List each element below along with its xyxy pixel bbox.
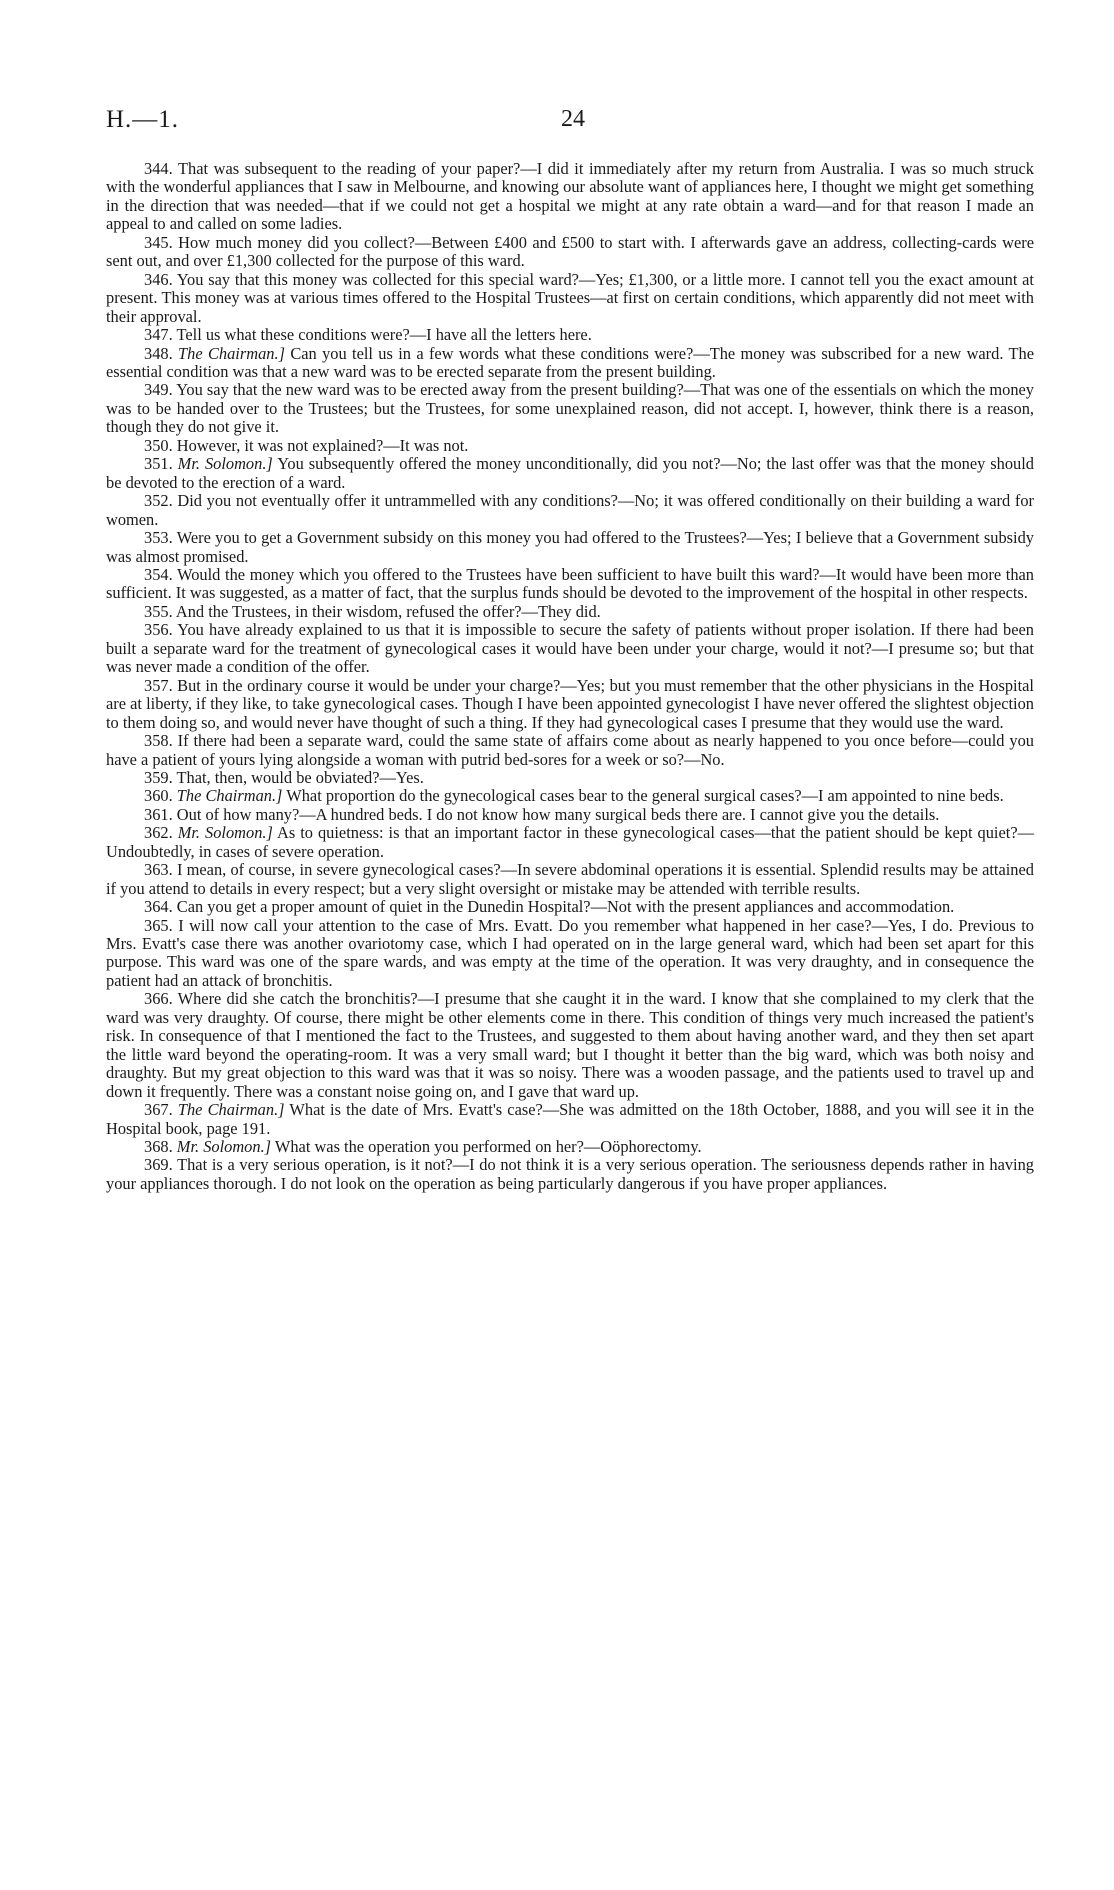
paragraph-text: I mean, of course, in severe gynecological cases?—In severe abdominal operations it is essential. Splendid results may be attained if you attend to details in every respect; but a very slight oversight or mistake may be attended with terrible results. (106, 860, 1034, 898)
paragraph-text: Can you get a proper amount of quiet in the Dunedin Hospital?—Not with the present appliances and accommodation. (176, 897, 955, 917)
speaker-label: The Chairman.] (178, 343, 285, 363)
question-number: 363. (144, 860, 173, 880)
paragraph-text: You have already explained to us that it is impossible to secure the safety of patients without proper isolation. If there had been built a separate ward for the treatment of gynecological cases it would have been under your charge, would it not?—I presume so; but that was never made a condition of the offer. (106, 620, 1034, 677)
speaker-label: Mr. Solomon.] (177, 454, 273, 474)
question-paragraph (106, 621, 1034, 676)
paragraph-text: Where did she catch the bronchitis?—I presume that she caught it in the ward. I know that she complained to my clerk that the ward was very draughty. Of course, there might be other elements come in there. This condition of things very much increased the patient's risk. In consequence of that I mentioned the fact to the Trustees, and suggested to them about having another ward, and they then set apart the little ward beyond the operating-room. It was a very small ward; but I thought it better than the big ward, which was both noisy and draughty. But my great objection to this ward was that it was so noisy. There was a wooden passage, and the patients used to travel up and down it frequently. There was a constant noise going on, and I gave that ward up. (106, 989, 1035, 1101)
paragraph-text: That was subsequent to the reading of your paper?—I did it immediately after my return from Australia. I was so much struck with the wonderful appliances that I saw in Melbourne, and knowing our absolute want of appliances here, I thought we might get something in the direction that was needed—that if we could not get a hospital we might at any rate obtain a ward—and for that reason I made an appeal to and called on some ladies. (106, 159, 1034, 234)
paragraph-text: How much money did you collect?—Between £400 and £500 to start with. I afterwards gave an address, collecting-cards were sent out, and over £1,300 collected for the purpose of this ward. (106, 232, 1034, 271)
paragraph-text: As to quietness: is that an important factor in these gynecological cases—that the patient should be kept quiet?—Undoubtedly, in cases of severe operation. (106, 823, 1034, 861)
question-number: 369. (144, 1155, 173, 1175)
speaker-label: Mr. Solomon.] (177, 823, 273, 843)
question-paragraph (106, 529, 1034, 566)
question-paragraph (106, 1156, 1034, 1193)
question-number: 349. (144, 380, 173, 400)
paragraph-text: Can you tell us in a few words what these conditions were?—The money was subscribed for a new ward. The essential condition was that a new ward was to be erected separate from the present building. (106, 343, 1034, 381)
question-paragraph (106, 732, 1034, 769)
question-paragraph (106, 566, 1034, 603)
question-number: 344. (144, 159, 173, 178)
paragraph-text: You say that this money was collected for this special ward?—Yes; £1,300, or a little more. I cannot tell you the exact amount at present. This money was at various times offered to the Hospital Trustees—at first on certain conditions, which apparently did not meet with their approval. (106, 269, 1034, 326)
question-paragraph (106, 861, 1034, 898)
page-number: 24 (561, 106, 585, 132)
paragraph-text: If there had been a separate ward, could the same state of affairs come about as nearly happened to you once before—could you have a patient of yours lying alongside a woman with putrid bed-sores for a week or so?—No. (106, 731, 1034, 769)
paragraph-text: Were you to get a Government subsidy on this money you had offered to the Trustees?—Yes; I believe that a Government subsidy was almost promised. (106, 528, 1034, 566)
evidence-text (106, 160, 1034, 1193)
question-number: 357. (144, 675, 173, 695)
question-paragraph (106, 769, 1034, 787)
question-number: 353. (144, 528, 173, 548)
paragraph-text: And the Trustees, in their wisdom, refused the offer?—They did. (175, 601, 601, 621)
question-paragraph (106, 234, 1034, 271)
speaker-label: The Chairman.] (176, 786, 283, 806)
paragraph-text: That is a very serious operation, is it not?—I do not think it is a very serious operation. The seriousness depends rather in having your appliances thorough. I do not look on the operation as being particularly dangerous if you have proper appliances. (106, 1155, 1034, 1193)
question-paragraph (106, 381, 1034, 436)
question-paragraph (106, 824, 1034, 861)
paragraph-text: Did you not eventually offer it untrammelled with any conditions?—No; it was offered conditionally on their building a ward for women. (106, 491, 1034, 529)
question-number: 350. (144, 435, 173, 455)
question-paragraph (106, 917, 1034, 991)
question-paragraph (106, 326, 1034, 344)
question-number: 351. (144, 454, 173, 474)
question-number: 359. (144, 767, 173, 787)
question-paragraph (106, 898, 1034, 916)
question-number: 362. (144, 823, 173, 843)
question-number: 366. (144, 989, 173, 1009)
question-number: 346. (144, 269, 173, 289)
question-paragraph (106, 1101, 1034, 1138)
question-paragraph (106, 1138, 1034, 1156)
paragraph-text: What proportion do the gynecological cases bear to the general surgical cases?—I am appointed to nine beds. (286, 786, 1004, 806)
question-number: 354. (144, 564, 173, 584)
paragraph-text: That, then, would be obviated?—Yes. (176, 767, 424, 787)
question-number: 367. (144, 1100, 173, 1120)
paragraph-text: What is the date of Mrs. Evatt's case?—She was admitted on the 18th October, 1888, and you will see it in the Hospital book, page 191. (106, 1100, 1034, 1138)
question-paragraph (106, 345, 1034, 382)
question-paragraph (106, 603, 1034, 621)
paragraph-text: But in the ordinary course it would be under your charge?—Yes; but you must remember that the other physicians in the Hospital are at liberty, if they like, to take gynecological cases. Though I have been appointed gynecologist I have never offered the slightest objection to them doing so, and would never have thought of such a thing. If they had gynecological cases I presume that they would use the ward. (106, 675, 1034, 732)
paragraph-text: What was the operation you performed on her?—Oöphorectomy. (274, 1137, 702, 1157)
question-paragraph (106, 437, 1034, 455)
paragraph-text: Tell us what these conditions were?—I have all the letters here. (176, 325, 592, 345)
question-number: 355. (144, 601, 173, 621)
question-number: 345. (144, 232, 173, 252)
question-paragraph (106, 990, 1034, 1101)
question-number: 360. (144, 786, 173, 806)
question-number: 347. (144, 325, 173, 345)
speaker-label: Mr. Solomon.] (176, 1137, 272, 1157)
page-header (106, 106, 1034, 142)
paragraph-text: You subsequently offered the money unconditionally, did you not?—No; the last offer was that the money should be devoted to the erection of a ward. (106, 454, 1034, 492)
paragraph-text: Out of how many?—A hundred beds. I do not know how many surgical beds there are. I cannot give you the details. (176, 804, 940, 824)
question-paragraph (106, 492, 1034, 529)
speaker-label: The Chairman.] (177, 1100, 285, 1120)
paragraph-text: You say that the new ward was to be erected away from the present building?—That was one of the essentials on which the money was to be handed over to the Trustees; but the Trustees, for some unexplained reason, did not accept. I, however, think there is a reason, though they do not give it. (106, 380, 1034, 437)
question-paragraph (106, 677, 1034, 732)
paragraph-text: However, it was not explained?—It was not. (176, 435, 469, 455)
question-paragraph (106, 806, 1034, 824)
question-number: 368. (144, 1137, 173, 1157)
paragraph-text: Would the money which you offered to the Trustees have been sufficient to have built this ward?—It would have been more than sufficient. It was suggested, as a matter of fact, that the surplus funds should be devoted to the improvement of the hospital in other respects. (106, 564, 1034, 603)
question-paragraph (106, 160, 1034, 234)
question-number: 364. (144, 897, 173, 917)
question-number: 356. (144, 620, 173, 640)
question-number: 361. (144, 804, 173, 824)
question-paragraph (106, 787, 1034, 805)
question-number: 352. (144, 491, 173, 511)
question-number: 348. (144, 343, 173, 363)
question-paragraph (106, 271, 1034, 326)
question-paragraph (106, 455, 1034, 492)
question-number: 365. (144, 915, 173, 935)
paragraph-text: I will now call your attention to the case of Mrs. Evatt. Do you remember what happened in her case?—Yes, I do. Previous to Mrs. Evatt's case there was another ovariotomy case, which I had operated on in the large general ward, which had been set apart for this purpose. This ward was one of the spare wards, and was empty at the time of the operation. It was very draughty, and in consequence the patient had an attack of bronchitis. (106, 915, 1034, 990)
document-reference: H.—1. (106, 106, 180, 133)
question-number: 358. (144, 731, 173, 751)
